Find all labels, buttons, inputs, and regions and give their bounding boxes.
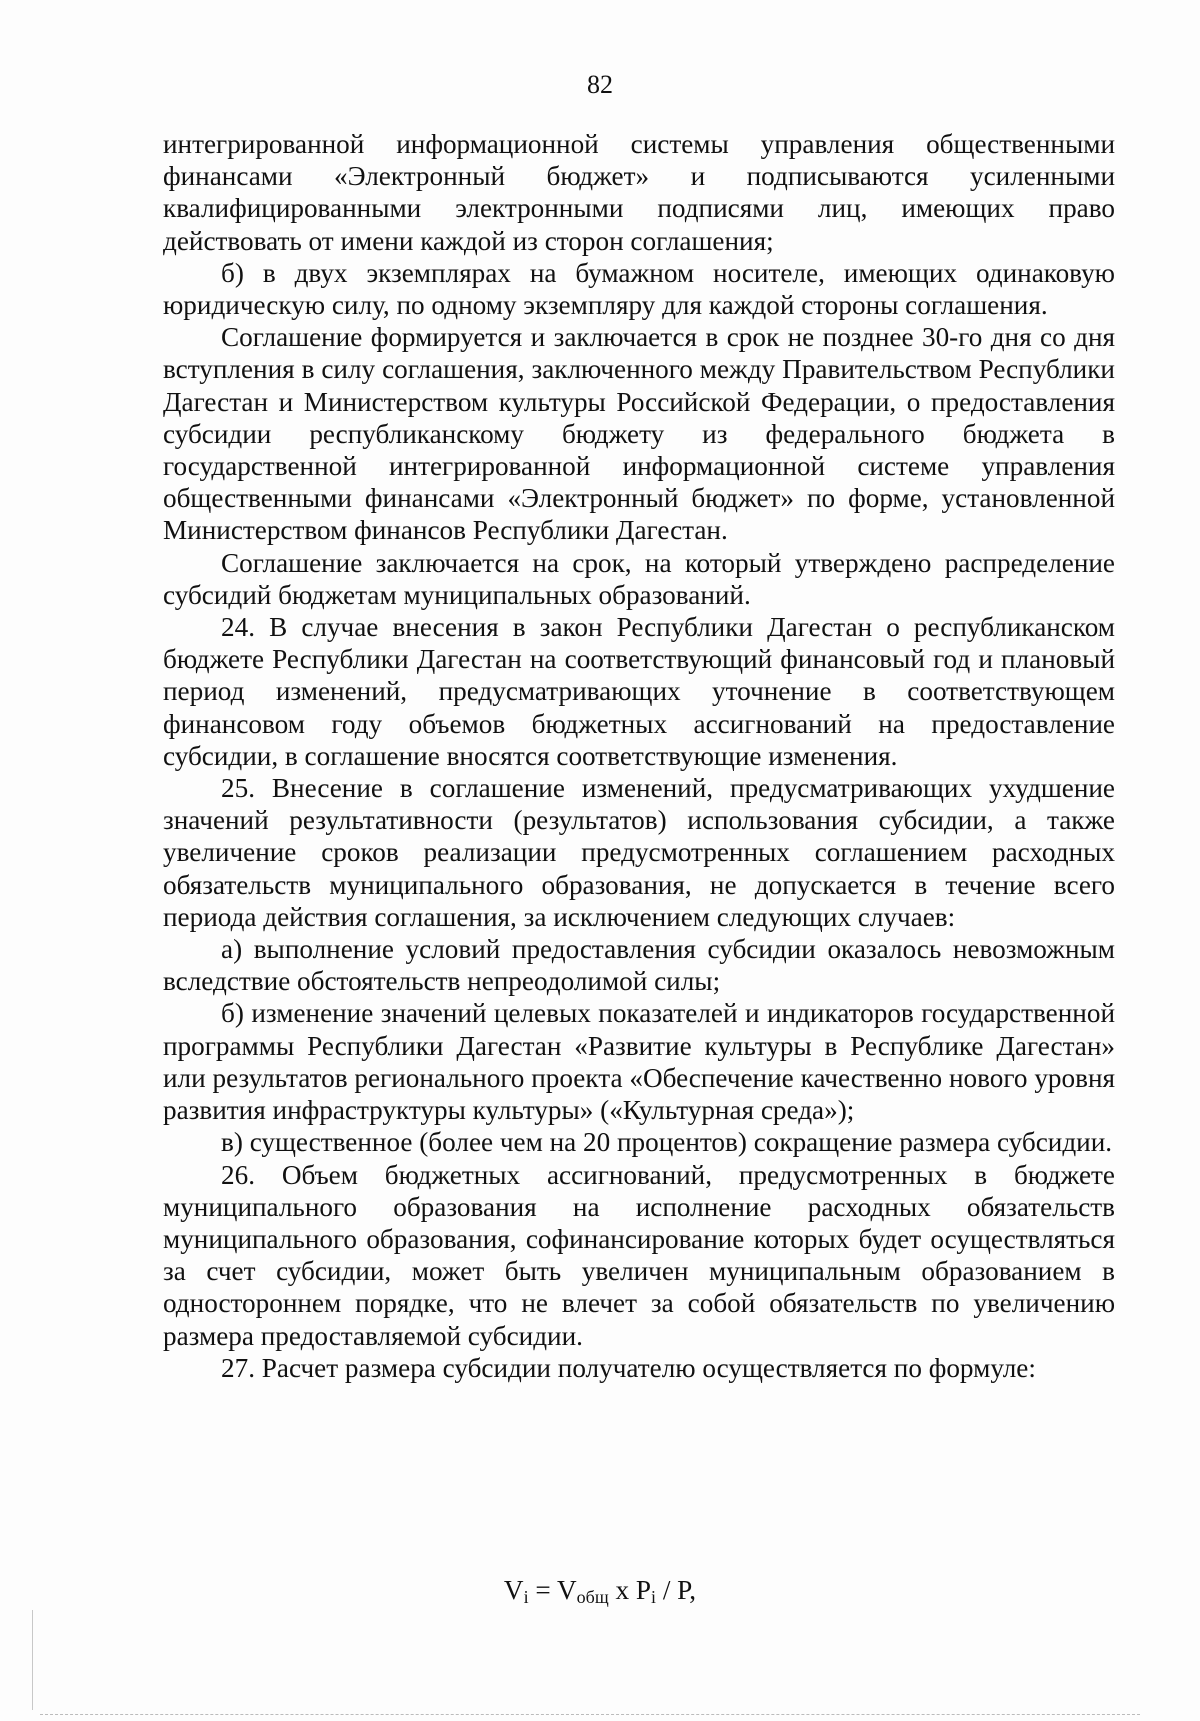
paragraph-26: 26. Объем бюджетных ассигнований, предусмотренных в бюджете муниципального образования на исполнение расходных обязательств муниципального образования, софинансирование которых будет осуществляться за счет субсидии, может быть увеличен муниципальным образованием в одностороннем порядке, что не влечет за собой обязательств по увеличению размера предоставляемой субсидии. bbox=[163, 1159, 1115, 1351]
paragraph-24: 24. В случае внесения в закон Республики Дагестан о республиканском бюджете Республики Дагестан на соответствующий финансовый год и плановый период изменений, предусматривающих уточнение в соответствующем финансовом году объемов бюджетных ассигнований на предоставление субсидии, в соглашение вносятся соответствующие изменения. bbox=[163, 612, 1115, 771]
document-body bbox=[163, 128, 1115, 1384]
paragraph-agreement-formation: Соглашение формируется и заключается в срок не позднее 30-го дня со дня вступления в силу соглашения, заключенного между Правительством Республики Дагестан и Министерством культуры Российской Федерации, о предоставления субсидии республиканскому бюджету из федерального бюджета в государственной интегрированной информационной системе управления общественными финансами «Электронный бюджет» по форме, установленной Министерством финансов Республики Дагестан. bbox=[163, 322, 1115, 546]
formula-vtotal-subscript: общ bbox=[576, 1587, 609, 1607]
paragraph-b-paper-copies: б) в двух экземплярах на бумажном носителе, имеющих одинаковую юридическую силу, по одному экземпляру для каждой стороны соглашения. bbox=[163, 257, 1115, 321]
formula-vi-subscript: i bbox=[523, 1587, 529, 1607]
paragraph-25-v: в) существенное (более чем на 20 процентов) сокращение размера субсидии. bbox=[221, 1127, 1113, 1158]
formula-pi-subscript: i bbox=[651, 1587, 657, 1607]
paragraph-continuation: интегрированной информационной системы управления общественными финансами «Электронный бюджет» и подписываются усиленными квалифицированными электронными подписями лиц, имеющих право действовать от имени каждой из сторон соглашения; bbox=[163, 129, 1115, 256]
paragraph-25-a: а) выполнение условий предоставления субсидии оказалось невозможным вследствие обстоятельств непреодолимой силы; bbox=[163, 934, 1115, 997]
paragraph-agreement-term: Соглашение заключается на срок, на который утверждено распределение субсидий бюджетам муниципальных образований. bbox=[163, 547, 1115, 610]
formula-times: x bbox=[608, 1575, 636, 1605]
formula-vi: V bbox=[503, 1575, 524, 1605]
paragraph-27: 27. Расчет размера субсидии получателю осуществляется по формуле: bbox=[221, 1352, 1036, 1383]
subsidy-formula bbox=[0, 1575, 1200, 1608]
formula-vtotal: V bbox=[557, 1575, 577, 1605]
paragraph-25: 25. Внесение в соглашение изменений, предусматривающих ухудшение значений результативности (результатов) использования субсидии, а также увеличение сроков реализации предусмотренных соглашением расходных обязательств муниципального образования, не допускается в течение всего периода действия соглашения, за исключением следующих случаев: bbox=[163, 773, 1115, 932]
paragraph-25-b: б) изменение значений целевых показателей и индикаторов государственной программы Республики Дагестан «Развитие культуры в Республике Дагестан» или результатов регионального проекта «Обеспечение качественно нового уровня развития инфраструктуры культуры» («Культурная среда»); bbox=[163, 998, 1115, 1126]
formula-pi: P bbox=[635, 1575, 651, 1605]
formula-tail: / P, bbox=[656, 1575, 697, 1605]
formula-equals: = bbox=[528, 1575, 558, 1605]
scan-bottom-edge bbox=[40, 1714, 1140, 1715]
page-number: 82 bbox=[587, 70, 613, 99]
scan-edge-mark bbox=[32, 1610, 33, 1710]
